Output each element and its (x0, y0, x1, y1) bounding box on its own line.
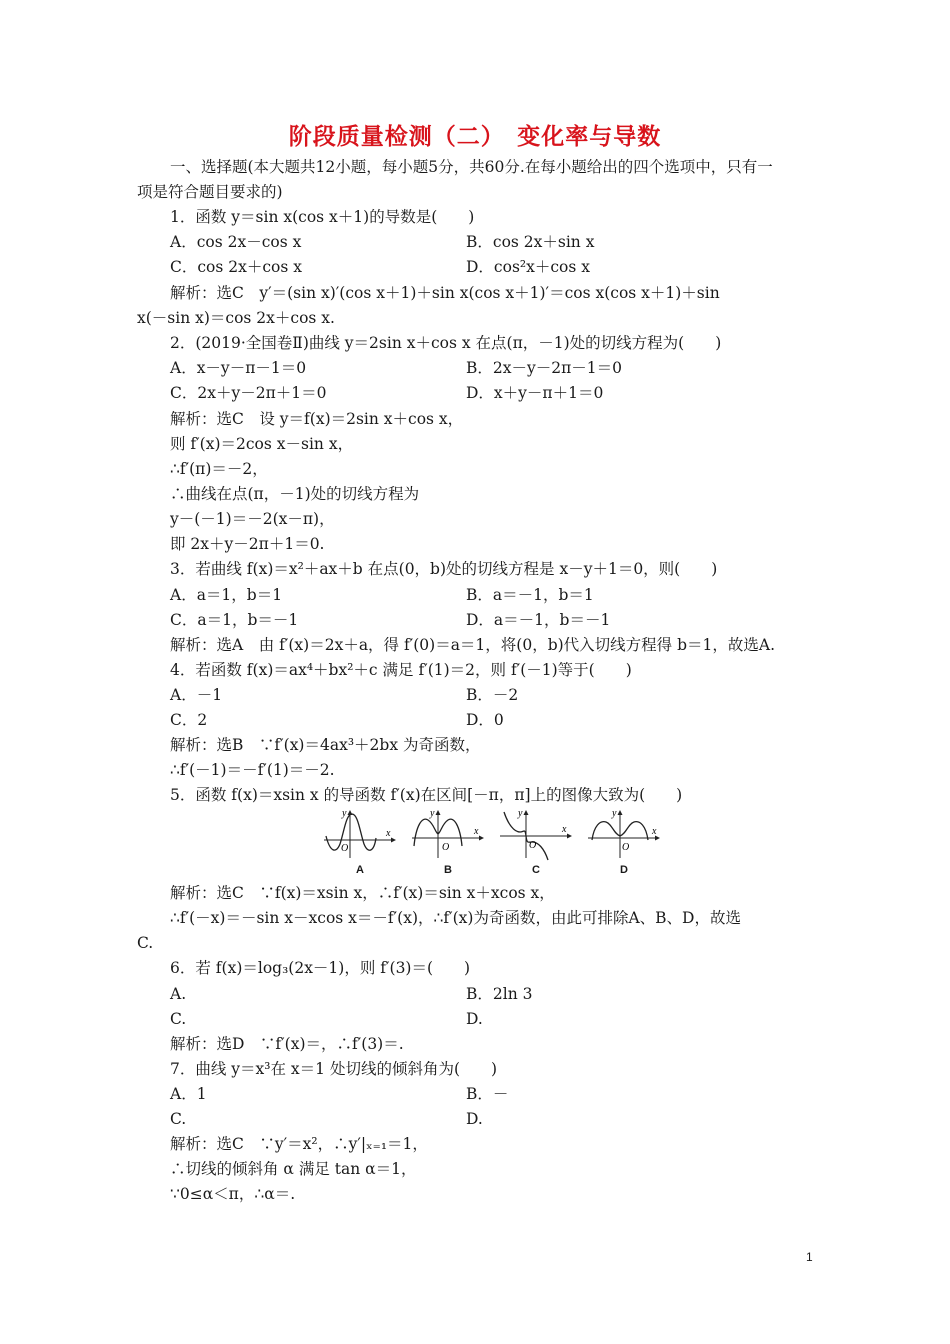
question-3-option-c: C．a＝1，b＝－1 (170, 611, 299, 629)
axis-x-label: x (652, 826, 657, 837)
question-2-solution-line: y－(－1)＝－2(x－π)， (170, 510, 335, 528)
question-3-solution: 解析：选A 由 f′(x)＝2x＋a，得 f′(0)＝a＝1，将(0，b)代入切线方程得 b＝1，故选A. (170, 636, 776, 654)
axis-y-label: y (518, 808, 523, 819)
question-1-option-b: B．cos 2x＋sin x (466, 233, 595, 251)
question-2-option-a: A．x－y－π－1＝0 (170, 359, 307, 377)
question-6-option-c: C. (170, 1010, 187, 1028)
question-4-solution: 解析：选B ∵f′(x)＝4ax³＋2bx 为奇函数， (170, 736, 481, 754)
question-7-option-b: B．－ (466, 1085, 509, 1103)
question-1-solution: 解析：选C y′＝(sin x)′(cos x＋1)＋sin x(cos x＋1)′＝cos x(cos x＋1)＋sin (170, 284, 720, 302)
origin-label: O (341, 843, 349, 854)
question-6-option-a: A. (170, 985, 187, 1003)
graph-d (584, 806, 664, 862)
figure-option-c (496, 806, 576, 876)
graph-c (496, 806, 576, 862)
origin-label: O (529, 840, 537, 851)
question-2-solution-line: 即 2x＋y－2π＋1＝0. (170, 535, 325, 553)
axis-y-label: y (430, 808, 435, 819)
section-intro: 一、选择题(本大题共12小题，每小题5分，共60分.在每小题给出的四个选项中，只有一 (170, 158, 773, 176)
question-1-option-a: A．cos 2x－cos x (170, 233, 302, 251)
question-2-solution-line: 则 f′(x)＝2cos x－sin x， (170, 435, 354, 453)
page-title: 阶段质量检测（二） 变化率与导数 (288, 124, 662, 150)
question-1-option-c: C．cos 2x＋cos x (170, 258, 302, 276)
question-6-option-b: B．2ln 3 (466, 985, 533, 1003)
question-7-option-c: C. (170, 1110, 187, 1128)
graph-b (408, 806, 488, 862)
question-6-solution: 解析：选D ∵f′(x)＝，∴f′(3)＝. (170, 1035, 404, 1053)
graph-a (320, 806, 400, 862)
question-4-option-d: D．0 (466, 711, 504, 729)
question-7-option-d: D. (466, 1110, 483, 1128)
question-5-solution-cont: C. (137, 934, 154, 952)
figure-label: D (620, 864, 628, 876)
question-7-solution: 解析：选C ∵y′＝x²，∴y′|ₓ₌₁＝1， (170, 1135, 428, 1153)
origin-label: O (442, 842, 450, 853)
question-2-option-c: C．2x＋y－2π＋1＝0 (170, 384, 327, 402)
question-4-option-b: B．－2 (466, 686, 519, 704)
question-2-solution-line: ∴f′(π)＝－2， (170, 460, 268, 478)
question-2-solution-line: ∴曲线在点(π，－1)处的切线方程为 (170, 485, 420, 503)
axis-y-label: y (342, 808, 347, 819)
question-4-stem: 4．若函数 f(x)＝ax⁴＋bx²＋c 满足 f′(1)＝2，则 f′(－1)等于( ) (170, 661, 632, 679)
question-3-stem: 3．若曲线 f(x)＝x²＋ax＋b 在点(0，b)处的切线方程是 x－y＋1＝0，则( ) (170, 560, 718, 578)
question-4-option-c: C．2 (170, 711, 208, 729)
question-6-stem: 6．若 f(x)＝log₃(2x－1)，则 f′(3)＝( ) (170, 959, 471, 977)
question-7-solution-line: ∴切线的倾斜角 α 满足 tan α＝1， (170, 1160, 417, 1178)
question-2-option-d: D．x＋y－π＋1＝0 (466, 384, 604, 402)
question-7-stem: 7．曲线 y＝x³在 x＝1 处切线的倾斜角为( ) (170, 1060, 498, 1078)
section-intro-cont: 项是符合题目要求的) (137, 183, 283, 201)
question-3-option-b: B．a＝－1，b＝1 (466, 586, 594, 604)
figure-option-d (584, 806, 664, 876)
question-1-option-d: D．cos²x＋cos x (466, 258, 590, 276)
question-4-solution-cont: ∴f′(－1)＝－f′(1)＝－2. (170, 761, 335, 779)
question-1-solution-cont: x(－sin x)＝cos 2x＋cos x. (137, 309, 335, 327)
question-5-solution: 解析：选C ∵f(x)＝xsin x，∴f′(x)＝sin x＋xcos x， (170, 884, 555, 902)
question-5-stem: 5．函数 f(x)＝xsin x 的导函数 f′(x)在区间[－π，π]上的图像大致为( ) (170, 786, 683, 804)
figure-label: B (444, 864, 452, 876)
page-number: 1 (806, 1250, 813, 1264)
figure-label: A (356, 864, 364, 876)
question-5-solution-cont: ∴f′(－x)＝－sin x－xcos x＝－f′(x)，∴f′(x)为奇函数，由此可排除A、B、D，故选 (170, 909, 741, 927)
question-4-option-a: A．－1 (170, 686, 223, 704)
figure-option-b (408, 806, 488, 876)
question-1-stem: 1．函数 y＝sin x(cos x＋1)的导数是( ) (170, 208, 475, 226)
question-7-solution-line: ∵0≤α＜π，∴α＝. (170, 1185, 296, 1203)
axis-x-label: x (386, 828, 391, 839)
question-7-option-a: A．1 (170, 1085, 207, 1103)
question-2-solution: 解析：选C 设 y＝f(x)＝2sin x＋cos x， (170, 410, 464, 428)
figure-option-a (320, 806, 400, 876)
axis-y-label: y (612, 808, 617, 819)
figure-label: C (532, 864, 540, 876)
question-5-figures (320, 806, 670, 876)
origin-label: O (622, 842, 630, 853)
question-2-option-b: B．2x－y－2π－1＝0 (466, 359, 623, 377)
question-3-option-a: A．a＝1，b＝1 (170, 586, 283, 604)
axis-x-label: x (474, 826, 479, 837)
question-3-option-d: D．a＝－1，b＝－1 (466, 611, 611, 629)
question-2-stem: 2．(2019·全国卷Ⅱ)曲线 y＝2sin x＋cos x 在点(π，－1)处的切线方程为( ) (170, 334, 722, 352)
axis-x-label: x (562, 824, 567, 835)
question-6-option-d: D. (466, 1010, 483, 1028)
